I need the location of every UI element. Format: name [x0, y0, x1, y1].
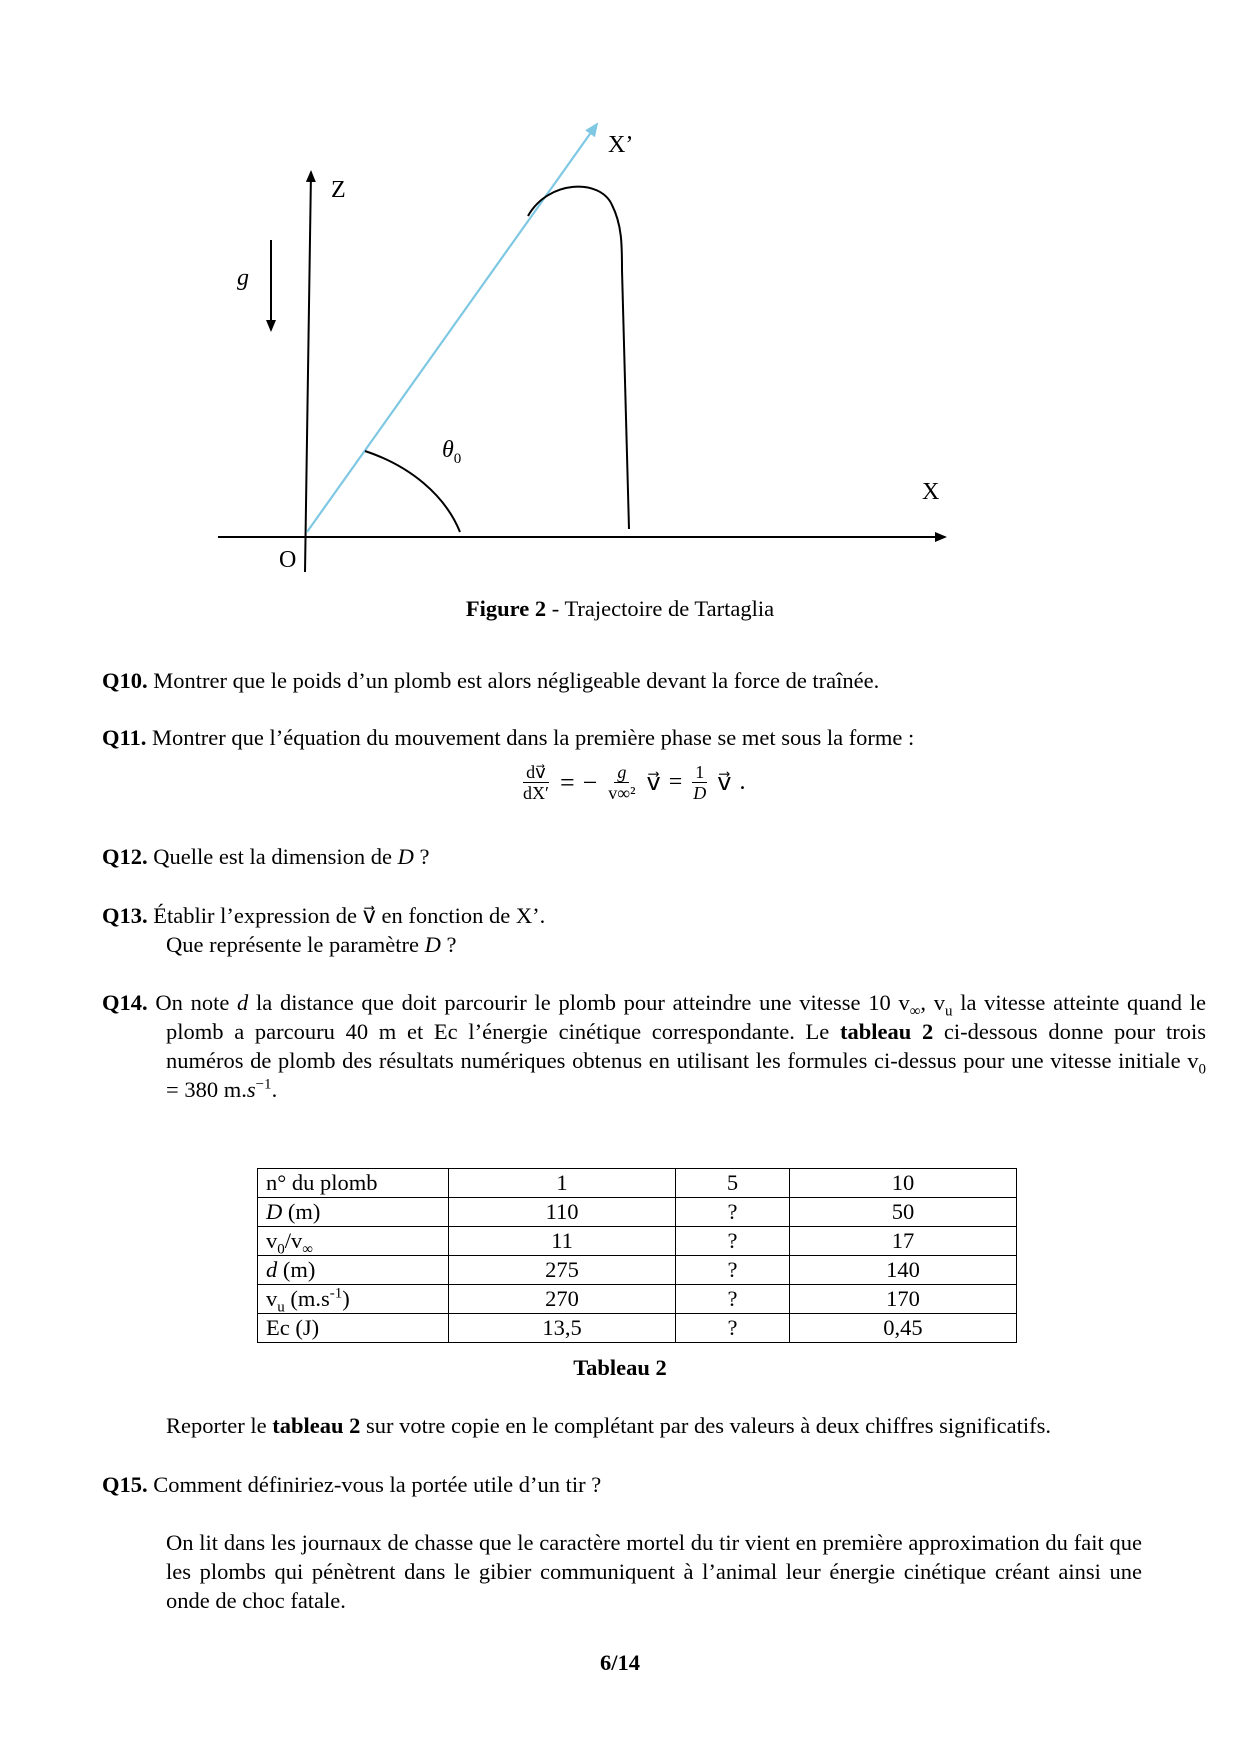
label-z: Z	[331, 177, 346, 203]
q13-label: Q13.	[102, 903, 148, 928]
q13-line2	[166, 930, 1142, 959]
eq-equals: =	[559, 767, 575, 797]
q12-var: D	[397, 844, 414, 869]
q14-p5: ci-dessous donne pour trois numéros de plomb des résultats numériques obtenus en utilisant les formules ci-dessus pour une vitesse initiale v	[166, 1019, 1206, 1073]
table-cell: 170	[789, 1285, 1016, 1314]
frac-d: D	[693, 783, 707, 803]
q14-p6: = 380 m.	[166, 1077, 247, 1102]
table-header-cell: n° du plomb	[258, 1169, 449, 1198]
row-v0-sub2: ∞	[302, 1241, 313, 1258]
table-header-cell	[258, 1198, 449, 1227]
frac-dv: dv⃗	[523, 762, 549, 783]
figure-caption-bold: Figure 2	[465, 596, 547, 621]
row-v0-b: /v	[284, 1228, 303, 1253]
table-cell: ?	[676, 1314, 790, 1343]
q15-paragraph: On lit dans les journaux de chasse que le caractère mortel du tir vient en première approximation du fait que les plombs qui pénètrent dans le gibier communiquent à l’animal leur énergie cinétique créant ainsi une onde de choc fatale.	[166, 1530, 1142, 1613]
table-cell: ?	[676, 1285, 790, 1314]
eq-vec2: v⃗	[717, 770, 732, 796]
frac-dx: dX′	[523, 783, 549, 803]
q14-s: s	[246, 1077, 256, 1102]
row-dist-unit: (m)	[277, 1257, 316, 1282]
row-v0-sub: 0	[277, 1241, 285, 1258]
table-cell: ?	[676, 1198, 790, 1227]
table-cell: 50	[789, 1198, 1016, 1227]
table-cell: ?	[676, 1227, 790, 1256]
frac-vinf2: v∞²	[608, 783, 636, 803]
q13-line1-a: Établir l’expression de	[147, 903, 363, 928]
q10-text: Montrer que le poids d’un plomb est alors négligeable devant la force de traînée.	[147, 668, 880, 693]
question-15	[102, 1470, 1142, 1499]
table-row	[258, 1169, 1017, 1198]
row-v0-a: v	[266, 1228, 278, 1253]
figure-caption	[0, 596, 1240, 622]
row-d-unit: (m)	[282, 1199, 321, 1224]
eq-equals2: =	[668, 769, 683, 795]
q11-text: Montrer que l’équation du mouvement dans la première phase se met sous la forme :	[146, 725, 915, 750]
label-g: g⃗	[237, 265, 268, 291]
report-b: sur votre copie en le complétant par des valeurs à deux chiffres significatifs.	[360, 1413, 1051, 1438]
table-row	[258, 1227, 1017, 1256]
q12-text-b: ?	[413, 844, 430, 869]
row-vu-sup: -1	[329, 1285, 343, 1302]
q12-text-a: Quelle est la dimension de	[147, 844, 398, 869]
report-instruction	[166, 1411, 1146, 1440]
q14-zero: 0	[1198, 1061, 1206, 1078]
table-row	[258, 1198, 1017, 1227]
question-14	[102, 988, 1206, 1104]
q14-tab-bold: tableau 2	[839, 1019, 934, 1044]
table-header-cell: Ec (J)	[258, 1314, 449, 1343]
q13-line1-b: en fonction de X’.	[375, 903, 546, 928]
label-x: X	[922, 479, 940, 505]
table-row	[258, 1285, 1017, 1314]
xprime-axis	[307, 124, 597, 532]
report-a: Reporter le	[166, 1413, 273, 1438]
equation-motion	[520, 762, 745, 803]
table-cell: 1	[449, 1169, 676, 1198]
table-2	[257, 1168, 1017, 1343]
table-cell: 10	[789, 1169, 1016, 1198]
table-header-cell	[258, 1256, 449, 1285]
q15-label: Q15.	[102, 1472, 148, 1497]
q14-inf: ∞	[909, 1003, 921, 1020]
q13-line1	[102, 901, 1142, 930]
q14-u: u	[945, 1003, 953, 1020]
table-cell: 11	[449, 1227, 676, 1256]
table-cell: 17	[789, 1227, 1016, 1256]
frac-one: 1	[692, 762, 707, 783]
question-11	[102, 723, 1142, 752]
table-row	[258, 1256, 1017, 1285]
q14-p4: la vitesse atteinte quand le plomb a parcouru 40 m et Ec l’énergie cinétique correspondante. Le	[166, 990, 1207, 1044]
trajectory-figure	[0, 0, 1240, 590]
row-vu-b: (m.s	[284, 1286, 330, 1311]
frac-g: g	[614, 762, 629, 783]
eq-minus: −	[582, 767, 598, 797]
q13-vec: v⃗	[362, 903, 376, 928]
q13-var: D	[424, 932, 441, 957]
row-vu-sub: u	[277, 1299, 285, 1316]
report-bold: tableau 2	[272, 1413, 361, 1438]
theta-symbol: θ	[442, 437, 454, 463]
question-12	[102, 842, 1142, 871]
table-cell: 110	[449, 1198, 676, 1227]
table-cell: 13,5	[449, 1314, 676, 1343]
table-cell: ?	[676, 1256, 790, 1285]
q14-label: Q14.	[102, 990, 148, 1015]
frac-1-d	[690, 762, 709, 803]
theta-subscript: 0	[453, 450, 462, 467]
table-cell: 5	[676, 1169, 790, 1198]
label-xprime: X’	[608, 132, 634, 158]
q14-d: d	[237, 990, 249, 1015]
label-o: O	[279, 547, 297, 573]
label-theta0	[442, 436, 461, 465]
figure-caption-rest: - Trajectoire de Tartaglia	[546, 596, 775, 621]
q13-line2-b: ?	[440, 932, 457, 957]
row-dist-var: d	[266, 1257, 278, 1282]
trajectory-curve	[528, 187, 629, 529]
table-cell: 270	[449, 1285, 676, 1314]
table-cell: 140	[789, 1256, 1016, 1285]
frac-g-vinf	[605, 762, 638, 803]
q11-label: Q11.	[102, 725, 147, 750]
z-axis	[305, 172, 311, 572]
q14-p3: , v	[920, 990, 945, 1015]
eq-vec: v⃗	[646, 770, 661, 796]
question-13	[102, 901, 1142, 959]
question-10	[102, 666, 1142, 695]
q13-line2-a: Que représente le paramètre	[166, 932, 425, 957]
row-vu-c: )	[342, 1286, 350, 1311]
eq-end: .	[739, 769, 746, 795]
row-d-var: D	[266, 1199, 283, 1224]
q12-label: Q12.	[102, 844, 148, 869]
table-cell: 0,45	[789, 1314, 1016, 1343]
q15-text: Comment définiriez-vous la portée utile d’un tir ?	[147, 1472, 602, 1497]
table-row	[258, 1314, 1017, 1343]
q14-p7: .	[271, 1077, 278, 1102]
table-cell: 275	[449, 1256, 676, 1285]
q10-label: Q10.	[102, 668, 148, 693]
page-number: 6/14	[599, 1650, 640, 1675]
row-vu-a: v	[266, 1286, 278, 1311]
frac-dv-dx	[520, 762, 552, 803]
q14-exp: −1	[255, 1076, 272, 1093]
table-caption: Tableau 2	[573, 1355, 667, 1380]
table-header-cell	[258, 1285, 449, 1314]
table-header-cell	[258, 1227, 449, 1256]
q14-p2: la distance que doit parcourir le plomb pour atteindre une vitesse 10 v	[248, 990, 910, 1015]
q14-p1: On note	[147, 990, 238, 1015]
